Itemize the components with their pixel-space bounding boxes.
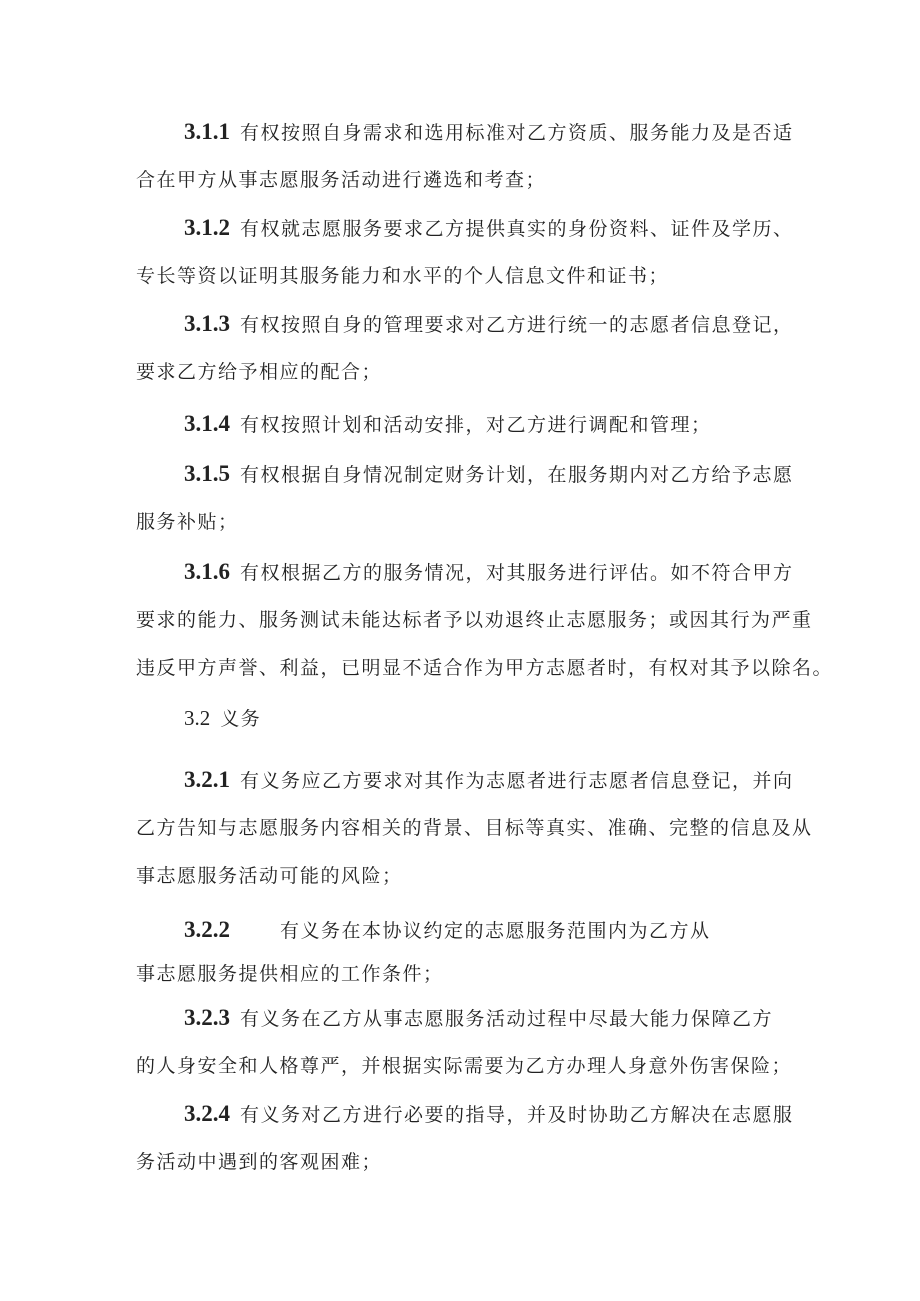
clause-number: 3.2.1 [184,767,230,792]
clause-text: 服务补贴； [136,511,239,533]
clause-text: 违反甲方声誉、利益，已明显不适合作为甲方志愿者时，有权对其予以除名。 [136,657,834,679]
clause-text: 专长等资以证明其服务能力和水平的个人信息文件和证书； [136,265,670,287]
clause-text: 有权按照自身需求和选用标准对乙方资质、服务能力及是否适 [240,122,794,144]
clause-text: 事志愿服务活动可能的风险； [136,865,403,887]
clause-text: 要求的能力、服务测试未能达标者予以劝退终止志愿服务；或因其行为严重 [136,609,813,631]
clause-3-1-2 [136,204,796,300]
section-number: 3.2 [184,706,211,730]
clause-number: 3.1.5 [184,461,230,486]
clause-number: 3.1.6 [184,559,230,584]
clause-text: 有权按照计划和活动安排，对乙方进行调配和管理； [240,414,712,436]
clause-number: 3.1.2 [184,215,230,240]
clause-text: 事志愿服务提供相应的工作条件； [136,963,444,985]
clause-text: 有权就志愿服务要求乙方提供真实的身份资料、证件及学历、 [240,218,794,240]
section-3-2-heading [136,694,796,742]
clause-3-2-3 [136,994,796,1090]
clause-text: 有义务应乙方要求对其作为志愿者进行志愿者信息登记，并向 [240,770,794,792]
clause-3-2-4 [136,1090,796,1186]
clause-text: 有权按照自身的管理要求对乙方进行统一的志愿者信息登记， [240,314,794,336]
clause-number: 3.2.4 [184,1101,230,1126]
clause-3-1-5 [136,450,796,546]
clause-text: 有权根据乙方的服务情况，对其服务进行评估。如不符合甲方 [240,562,794,584]
clause-3-2-1 [136,756,813,900]
clause-number: 3.2.2 [184,917,230,942]
clause-3-1-4 [136,400,796,448]
clause-3-2-2 [136,906,796,994]
clause-number: 3.1.4 [184,411,230,436]
section-title: 义务 [220,708,262,730]
clause-text: 有义务在乙方从事志愿服务活动过程中尽最大能力保障乙方 [240,1008,774,1030]
clause-text: 的人身安全和人格尊严，并根据实际需要为乙方办理人身意外伤害保险； [136,1055,793,1077]
clause-text: 有权根据自身情况制定财务计划，在服务期内对乙方给予志愿 [240,464,794,486]
clause-number: 3.1.1 [184,119,230,144]
clause-text: 乙方告知与志愿服务内容相关的背景、目标等真实、准确、完整的信息及从 [136,817,813,839]
clause-text: 有义务对乙方进行必要的指导，并及时协助乙方解决在志愿服 [240,1104,794,1126]
clause-number: 3.2.3 [184,1005,230,1030]
clause-text: 务活动中遇到的客观困难； [136,1151,383,1173]
clause-text: 有义务在本协议约定的志愿服务范围内为乙方从 [280,920,711,942]
clause-3-1-1 [136,108,796,204]
clause-text: 要求乙方给予相应的配合； [136,361,383,383]
clause-text: 合在甲方从事志愿服务活动进行遴选和考查； [136,169,547,191]
clause-number: 3.1.3 [184,311,230,336]
clause-3-1-6 [136,548,834,692]
clause-3-1-3 [136,300,796,396]
